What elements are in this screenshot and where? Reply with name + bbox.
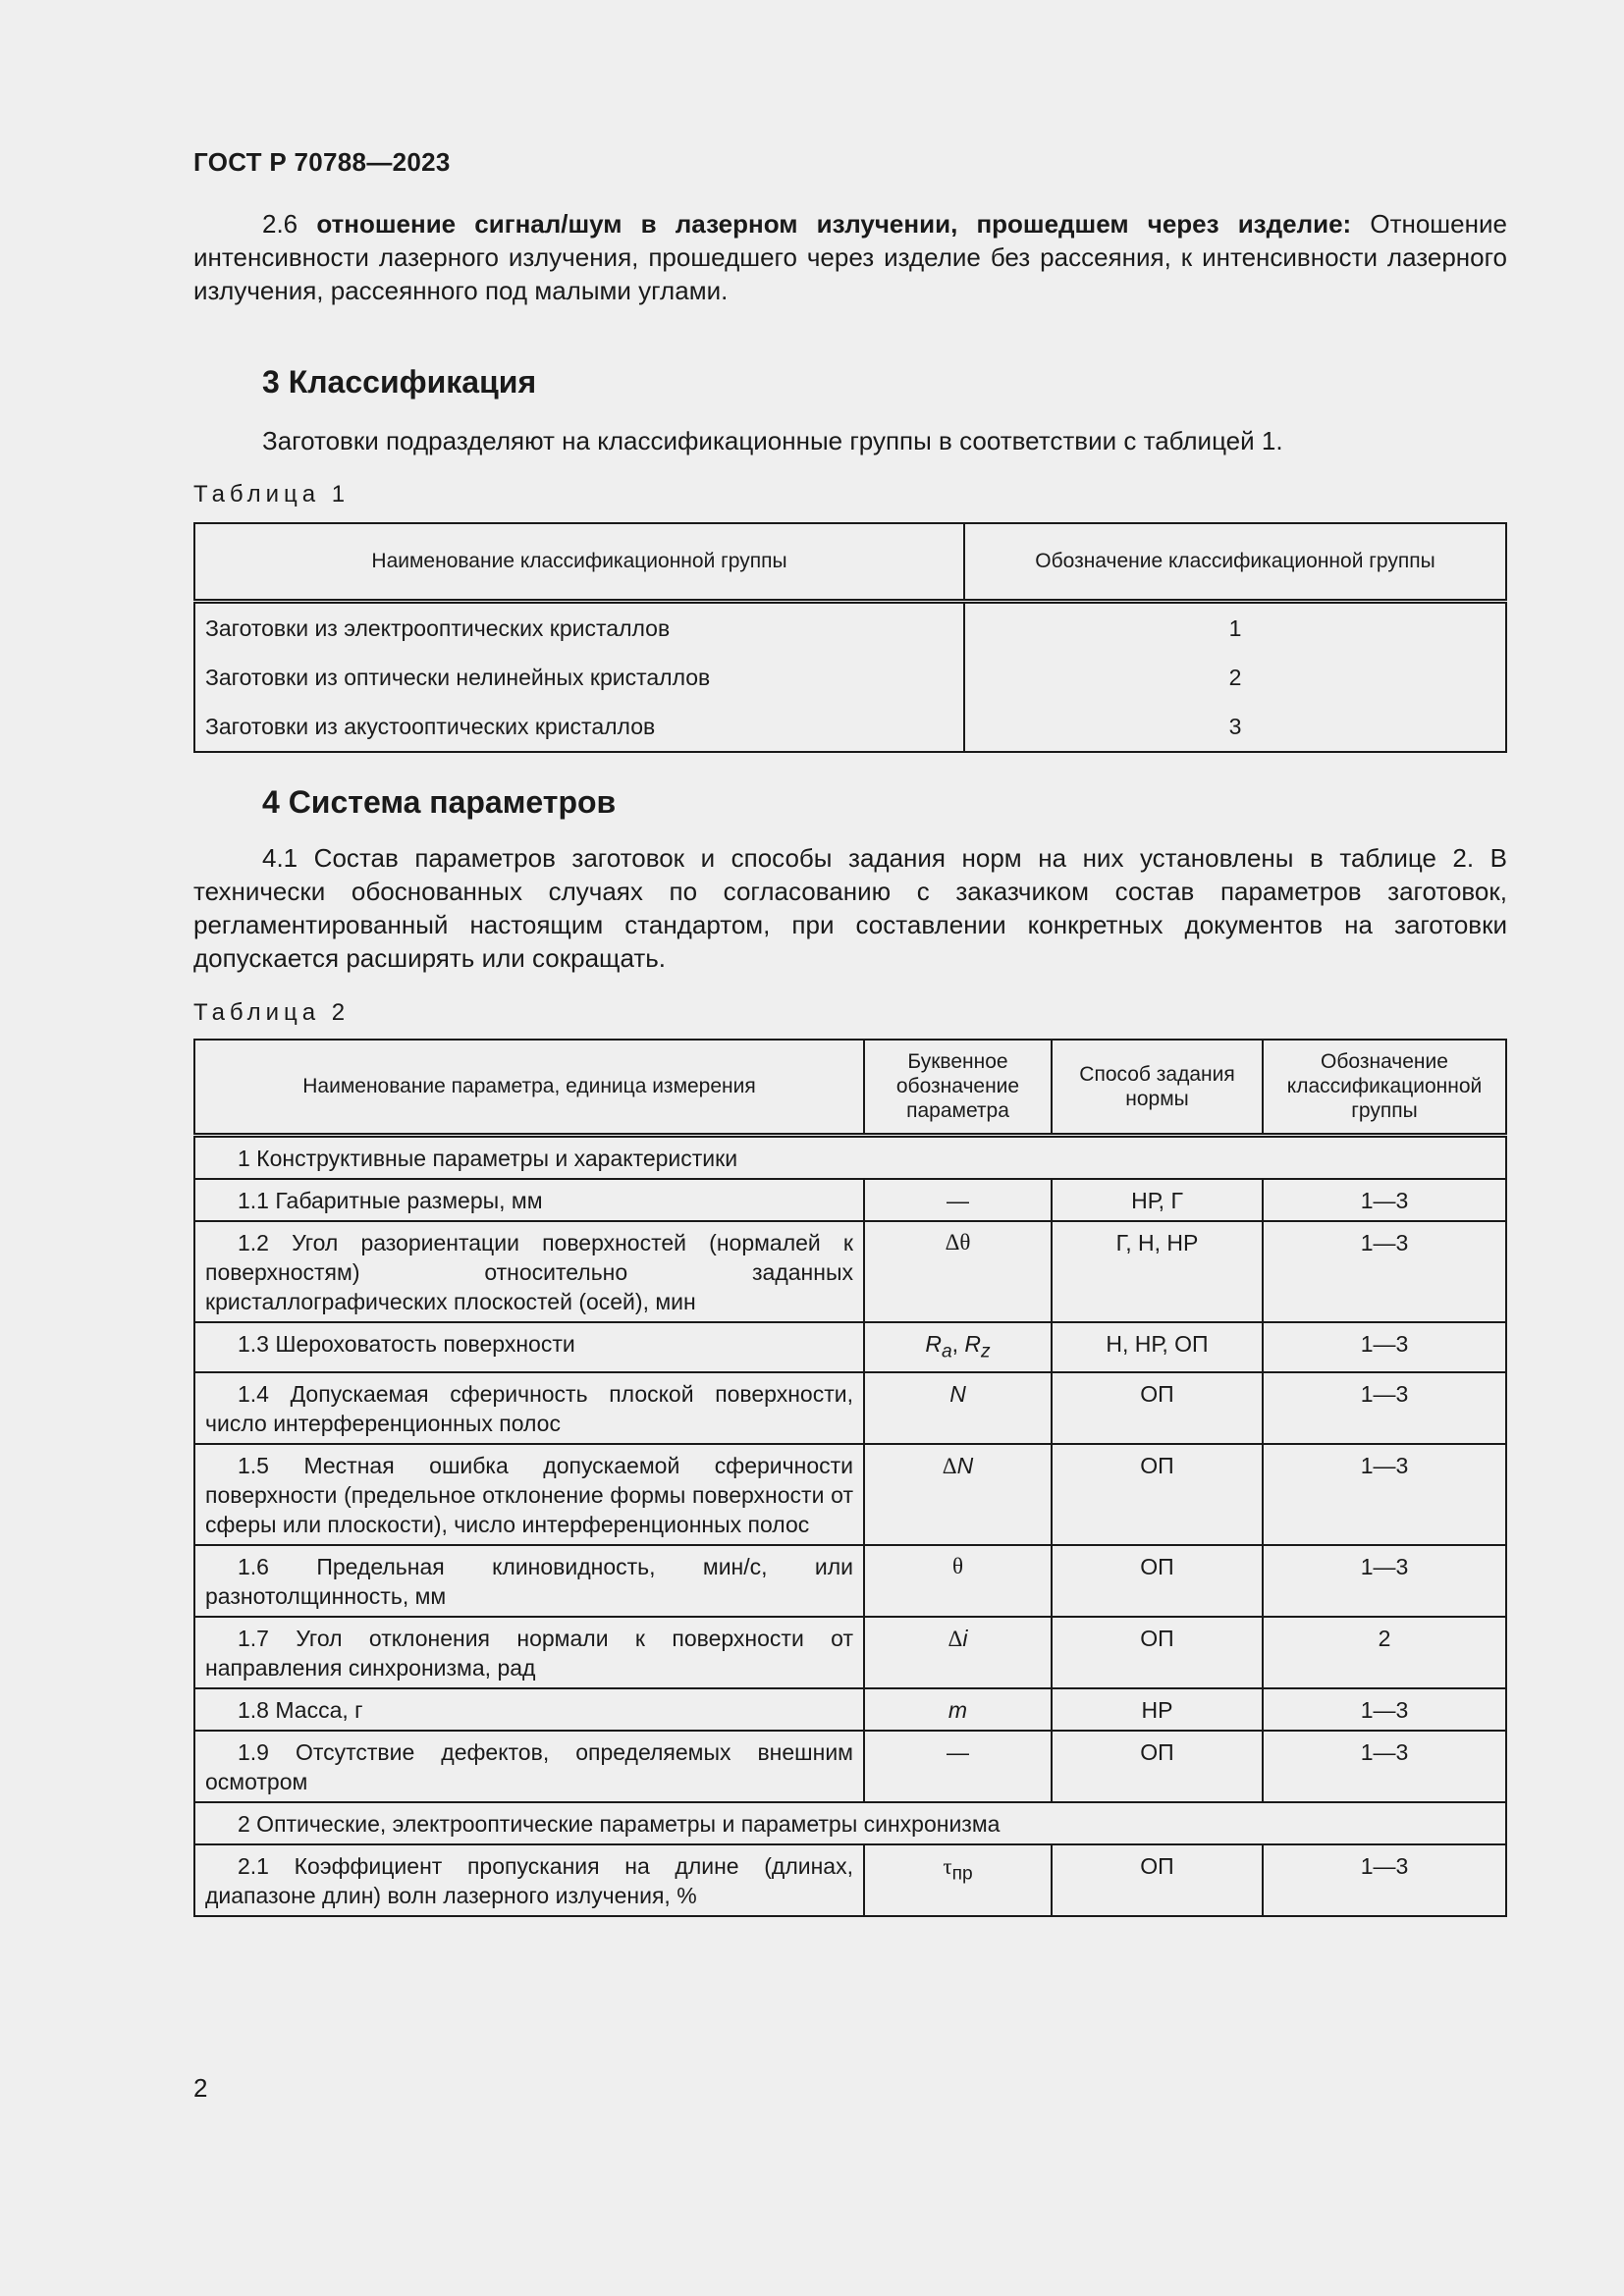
cell-norm: ОП — [1052, 1545, 1263, 1617]
cell-parameter-name: 1.8 Масса, г — [194, 1688, 864, 1731]
group-row — [194, 1802, 1506, 1844]
cell-group-name: Заготовки из электрооптических кристаллов — [205, 614, 671, 641]
cell-symbol — [864, 1844, 1052, 1916]
symbol-subscript: z — [981, 1341, 991, 1362]
cell-group: 1—3 — [1263, 1731, 1506, 1802]
cell-norm: ОП — [1052, 1844, 1263, 1916]
cell-norm: ОП — [1052, 1444, 1263, 1545]
classification-table — [193, 522, 1507, 753]
parameters-table — [193, 1039, 1507, 1917]
symbol-letter: R — [925, 1330, 942, 1357]
section-4-text: 4.1 Состав параметров заготовок и способы задания норм на них установлены в таблице 2. В технически обоснованных случаях по согласованию с заказчиком состав параметров заготовок, регламентированный настоящим стандартом, при составлении конкретных документов на заготовки допускается расширять или сокращать. — [193, 843, 1507, 973]
cell-group-designation: 1 — [964, 601, 1506, 653]
cell-symbol: N — [864, 1372, 1052, 1444]
cell-group: 1—3 — [1263, 1179, 1506, 1221]
cell-norm: ОП — [1052, 1617, 1263, 1688]
symbol-subscript: a — [941, 1341, 952, 1362]
cell-parameter-name: 1.6 Предельная клиновидность, мин/с, или разнотолщинность, мм — [194, 1545, 864, 1617]
table-row — [194, 1617, 1506, 1688]
table-2-caption: Таблица 2 — [193, 999, 351, 1026]
cell-symbol: Δθ — [864, 1221, 1052, 1322]
column-header-parameter-name: Наименование параметра, единица измерения — [194, 1040, 864, 1135]
table-row — [194, 1221, 1506, 1322]
table-header-row — [194, 523, 1506, 601]
cell-group: 1—3 — [1263, 1444, 1506, 1545]
cell-parameter-name: 1.1 Габаритные размеры, мм — [194, 1179, 864, 1221]
table-row — [194, 1322, 1506, 1373]
cell-parameter-name: 1.5 Местная ошибка допускаемой сферичности поверхности (предельное отклонение формы поверхности от сферы или плоскости), число интерференционных полос — [194, 1444, 864, 1545]
section-3-text: Заготовки подразделяют на классификационные группы в соответствии с таблицей 1. — [262, 426, 1283, 455]
table-row — [194, 1545, 1506, 1617]
document-code: ГОСТ Р 70788—2023 — [193, 147, 451, 177]
cell-group: 1—3 — [1263, 1844, 1506, 1916]
cell-parameter-name: 1.4 Допускаемая сферичность плоской поверхности, число интерференционных полос — [194, 1372, 864, 1444]
table-row — [194, 601, 1506, 653]
symbol-delta: Δ — [947, 1627, 963, 1652]
symbol-letter: R — [964, 1330, 982, 1357]
cell-norm: НР, Г — [1052, 1179, 1263, 1221]
table-1-caption: Таблица 1 — [193, 481, 351, 507]
clause-definition: Отношение интенсивности лазерного излучения, прошедшего через изделие без рассеяния, к интенсивности лазерного излучения, рассеянного под малыми углами. — [193, 209, 1507, 305]
column-header-symbol: Буквенное обозначение параметра — [864, 1040, 1052, 1135]
clause-number: 2.6 — [262, 209, 298, 239]
cell-symbol: — — [864, 1179, 1052, 1221]
table-row — [194, 653, 1506, 702]
section-3-title: 3 Классификация — [262, 364, 537, 400]
cell-group-name: Заготовки из акустооптических кристаллов — [205, 713, 656, 739]
group-title: 2 Оптические, электрооптические параметры и параметры синхронизма — [194, 1802, 1506, 1844]
cell-norm: НР — [1052, 1688, 1263, 1731]
cell-norm: Г, Н, НР — [1052, 1221, 1263, 1322]
cell-symbol: — — [864, 1731, 1052, 1802]
symbol-delta: Δ — [942, 1454, 957, 1479]
cell-norm: ОП — [1052, 1372, 1263, 1444]
cell-symbol — [864, 1617, 1052, 1688]
cell-group: 1—3 — [1263, 1372, 1506, 1444]
cell-group: 1—3 — [1263, 1322, 1506, 1373]
group-row — [194, 1135, 1506, 1179]
table-header-row — [194, 1040, 1506, 1135]
cell-group-designation: 2 — [964, 653, 1506, 702]
table-row — [194, 1844, 1506, 1916]
table-row — [194, 1179, 1506, 1221]
cell-parameter-name: 1.7 Угол отклонения нормали к поверхности от направления синхронизма, рад — [194, 1617, 864, 1688]
cell-group: 1—3 — [1263, 1545, 1506, 1617]
cell-symbol: θ — [864, 1545, 1052, 1617]
cell-norm: Н, НР, ОП — [1052, 1322, 1263, 1373]
section-4-title: 4 Система параметров — [262, 784, 617, 820]
table-row — [194, 702, 1506, 752]
clause-2-6 — [193, 207, 1507, 307]
table-row — [194, 1444, 1506, 1545]
cell-group: 1—3 — [1263, 1688, 1506, 1731]
column-header-group: Обозначение классификационной группы — [1263, 1040, 1506, 1135]
cell-parameter-name: 1.3 Шероховатость поверхности — [194, 1322, 864, 1373]
cell-group: 2 — [1263, 1617, 1506, 1688]
cell-parameter-name: 1.9 Отсутствие дефектов, определяемых внешним осмотром — [194, 1731, 864, 1802]
cell-group-designation: 3 — [964, 702, 1506, 752]
clause-term: отношение сигнал/шум в лазерном излучении, прошедшем через изделие: — [316, 209, 1352, 239]
cell-parameter-name: 1.2 Угол разориентации поверхностей (нормалей к поверхностям) относительно заданных кристаллографических плоскостей (осей), мин — [194, 1221, 864, 1322]
cell-parameter-name: 2.1 Коэффициент пропускания на длине (длинах, диапазоне длин) волн лазерного излучения, % — [194, 1844, 864, 1916]
table-row — [194, 1688, 1506, 1731]
cell-symbol: m — [864, 1688, 1052, 1731]
cell-norm: ОП — [1052, 1731, 1263, 1802]
cell-symbol — [864, 1322, 1052, 1373]
cell-group-name: Заготовки из оптически нелинейных кристаллов — [205, 664, 711, 690]
cell-group: 1—3 — [1263, 1221, 1506, 1322]
symbol-letter: N — [956, 1453, 974, 1479]
symbol-separator: , — [951, 1330, 965, 1357]
symbol-letter: i — [962, 1626, 968, 1652]
symbol-letter: τ — [943, 1854, 952, 1880]
cell-symbol — [864, 1444, 1052, 1545]
column-header-norm-method: Способ задания нормы — [1052, 1040, 1263, 1135]
symbol-subscript: пр — [951, 1863, 973, 1885]
page-number: 2 — [193, 2073, 208, 2103]
group-title: 1 Конструктивные параметры и характеристики — [194, 1135, 1506, 1179]
table-row — [194, 1731, 1506, 1802]
column-header-group-designation: Обозначение классификационной группы — [964, 523, 1506, 601]
table-row — [194, 1372, 1506, 1444]
column-header-group-name: Наименование классификационной группы — [194, 523, 964, 601]
